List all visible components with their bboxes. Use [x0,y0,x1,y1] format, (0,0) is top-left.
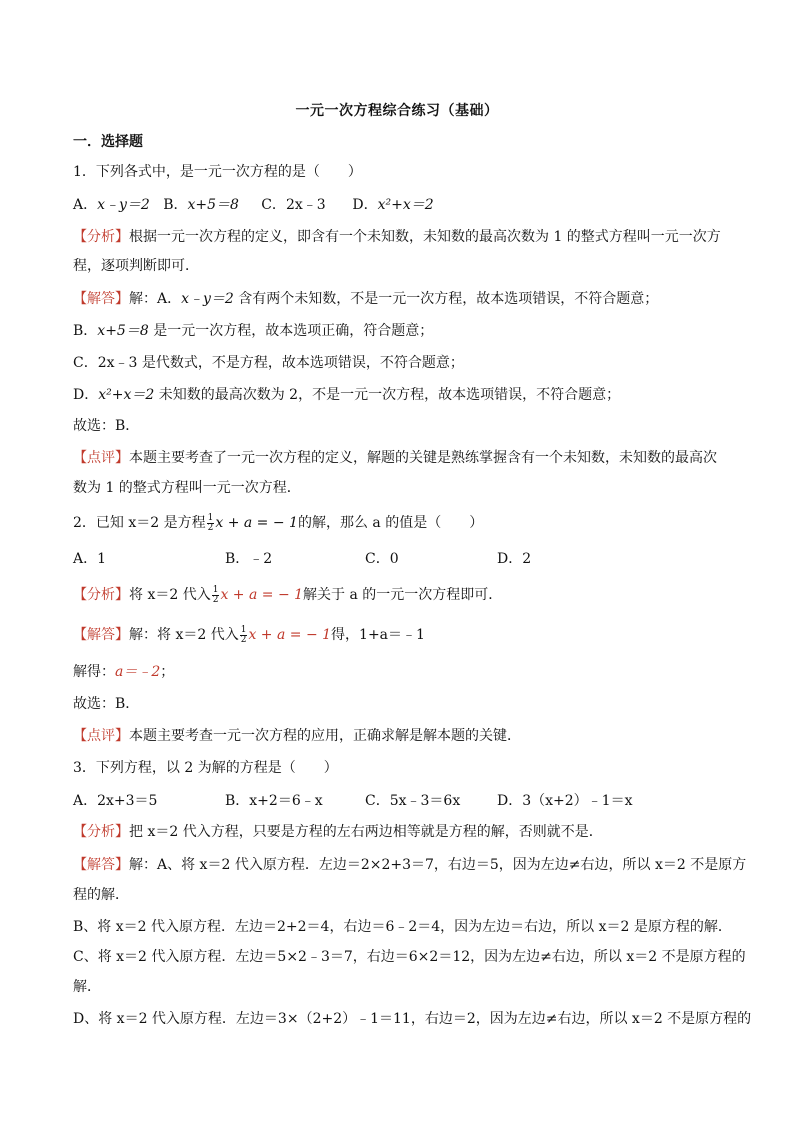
fraction-one-half [212,586,220,605]
q1-answer-b [73,320,733,342]
q2-solve [73,661,733,683]
q1-answer-d-expr: x²+x＝2 [98,387,155,403]
q1-answer-d [73,384,733,406]
q3-options [73,790,733,812]
q1-option-a-label: A． [73,197,98,213]
q2-solve-label: 解得： [73,664,115,680]
q2-answer [73,624,733,646]
q1-answer-c-expr: 2x﹣3 [97,355,138,371]
q1-analysis-text: 根据一元一次方程的定义，即含有一个未知数，未知数的最高次数为 1 的整式方程叫一元一次方 [129,229,721,245]
q1-comment [73,447,733,469]
q1-option-a: x﹣y＝2 [97,197,150,213]
q2-analysis [73,584,733,606]
q1-answer-c [73,352,733,374]
q3-analysis [73,821,733,843]
fraction-one-half [207,514,215,533]
q1-answer-b-label: B． [73,323,98,339]
q1-option-d-label: D． [352,197,378,213]
q2-stem-b: 的解，那么 a 的值是（ ） [297,515,484,531]
answer-tag: 【解答】 [73,857,129,873]
q1-answer-a-label: 解：A． [129,291,182,307]
q1-answer-a [73,288,733,310]
q2-answer-equation: x + a = − 1 [248,627,332,643]
section-heading: 一．选择题 [73,134,143,150]
q2-analysis-a: 将 x＝2 代入 [129,587,211,603]
q1-answer-a-text: 含有两个未知数，不是一元一次方程，故本选项错误，不符合题意； [233,291,659,307]
answer-tag: 【解答】 [73,291,129,307]
analysis-tag: 【分析】 [73,824,129,840]
fraction-one-half [240,626,248,645]
q3-answer-a-cont: 程的解． [73,887,129,903]
answer-tag: 【解答】 [73,627,129,643]
frac-denominator: 2 [207,522,214,533]
q1-answer-d-label: D． [73,387,99,403]
q1-comment-text: 本题主要考查了一元一次方程的定义，解题的关键是熟练掌握含有一个未知数，未知数的最高次 [129,450,717,466]
q2-analysis-b: 解关于 a 的一元一次方程即可． [303,587,503,603]
q2-solve-value: a＝﹣2 [115,664,161,680]
q1-option-c-label: C． [261,197,286,213]
q3-answer-c-cont: 解． [73,979,101,995]
q2-option-c: C．0 [365,551,399,567]
q3-option-c: C．5x﹣3＝6x [365,793,461,809]
frac-numerator: 1 [212,584,219,595]
q1-analysis-cont: 程，逐项判断即可． [73,258,199,274]
q2-option-a: A．1 [73,551,107,567]
q2-options [73,548,733,570]
comment-tag: 【点评】 [73,450,129,466]
q3-option-a: A．2x+3＝5 [73,793,158,809]
q2-stem [73,512,733,534]
q1-option-b: x+5＝8 [187,197,239,213]
q1-stem: 1．下列各式中，是一元一次方程的是（ ） [73,164,362,180]
q1-option-b-label: B． [163,197,188,213]
q3-answer-d: D、将 x＝2 代入原方程．左边＝3×（2+2）﹣1＝11，右边＝2，因为左边≠右边，所以 x＝2 不是原方程的 [73,1011,752,1027]
q1-analysis [73,226,733,248]
q2-answer-b: 得，1+a＝﹣1 [331,627,425,643]
frac-numerator: 1 [240,624,247,635]
frac-numerator: 1 [207,512,214,523]
q3-answer-a [73,854,747,876]
q1-answer-a-expr: x﹣y＝2 [181,291,234,307]
q2-stem-a: 2．已知 x＝2 是方程 [73,515,206,531]
q1-answer-b-expr: x+5＝8 [97,323,149,339]
q3-stem: 3．下列方程，以 2 为解的方程是（ ） [73,760,338,776]
comment-tag: 【点评】 [73,728,129,744]
analysis-tag: 【分析】 [73,587,129,603]
q2-choose: 故选：B． [73,696,140,712]
q2-analysis-equation: x + a = − 1 [220,587,304,603]
q2-answer-a: 解：将 x＝2 代入 [129,627,239,643]
q3-answer-a-text: 解：A、将 x＝2 代入原方程．左边＝2×2+3＝7，右边＝5，因为左边≠右边，所以 x＝2 不是原方 [129,857,747,873]
q2-comment-text: 本题主要考查一元一次方程的应用，正确求解是解本题的关键． [129,728,521,744]
q3-answer-c: C、将 x＝2 代入原方程．左边＝5×2﹣3＝7，右边＝6×2＝12，因为左边≠右边，所以 x＝2 不是原方程的 [73,949,746,965]
q2-stem-equation: x + a = − 1 [215,515,298,531]
q2-option-b: B．﹣2 [225,551,273,567]
q1-answer-c-label: C． [73,355,98,371]
q1-answer-d-text: 未知数的最高次数为 2，不是一元一次方程，故本选项错误，不符合题意； [154,387,621,403]
q1-options [73,194,733,216]
q1-choose: 故选：B． [73,418,140,434]
q3-answer-b: B、将 x＝2 代入原方程．左边＝2+2＝4，右边＝6﹣2＝4，因为左边＝右边，所以 x＝2 是原方程的解． [73,919,732,935]
q1-comment-cont: 数为 1 的整式方程叫一元一次方程． [73,480,301,496]
q1-option-d: x²+x＝2 [377,197,434,213]
frac-denominator: 2 [212,594,219,605]
q3-option-b: B．x+2＝6﹣x [225,793,323,809]
doc-title: 一元一次方程综合练习（基础） [295,103,499,119]
q3-analysis-text: 把 x＝2 代入方程，只要是方程的左右两边相等就是方程的解，否则就不是． [129,824,603,840]
q1-answer-c-text: 是代数式，不是方程，故本选项错误，不符合题意； [137,355,464,371]
q2-solve-end: ； [160,664,175,680]
q3-option-d: D．3（x+2）﹣1＝x [497,793,633,809]
q1-answer-b-text: 是一元一次方程，故本选项正确，符合题意； [148,323,434,339]
analysis-tag: 【分析】 [73,229,129,245]
q2-option-d: D．2 [497,551,532,567]
frac-denominator: 2 [240,634,247,645]
q2-comment [73,725,733,747]
q1-option-c: 2x﹣3 [285,197,326,213]
